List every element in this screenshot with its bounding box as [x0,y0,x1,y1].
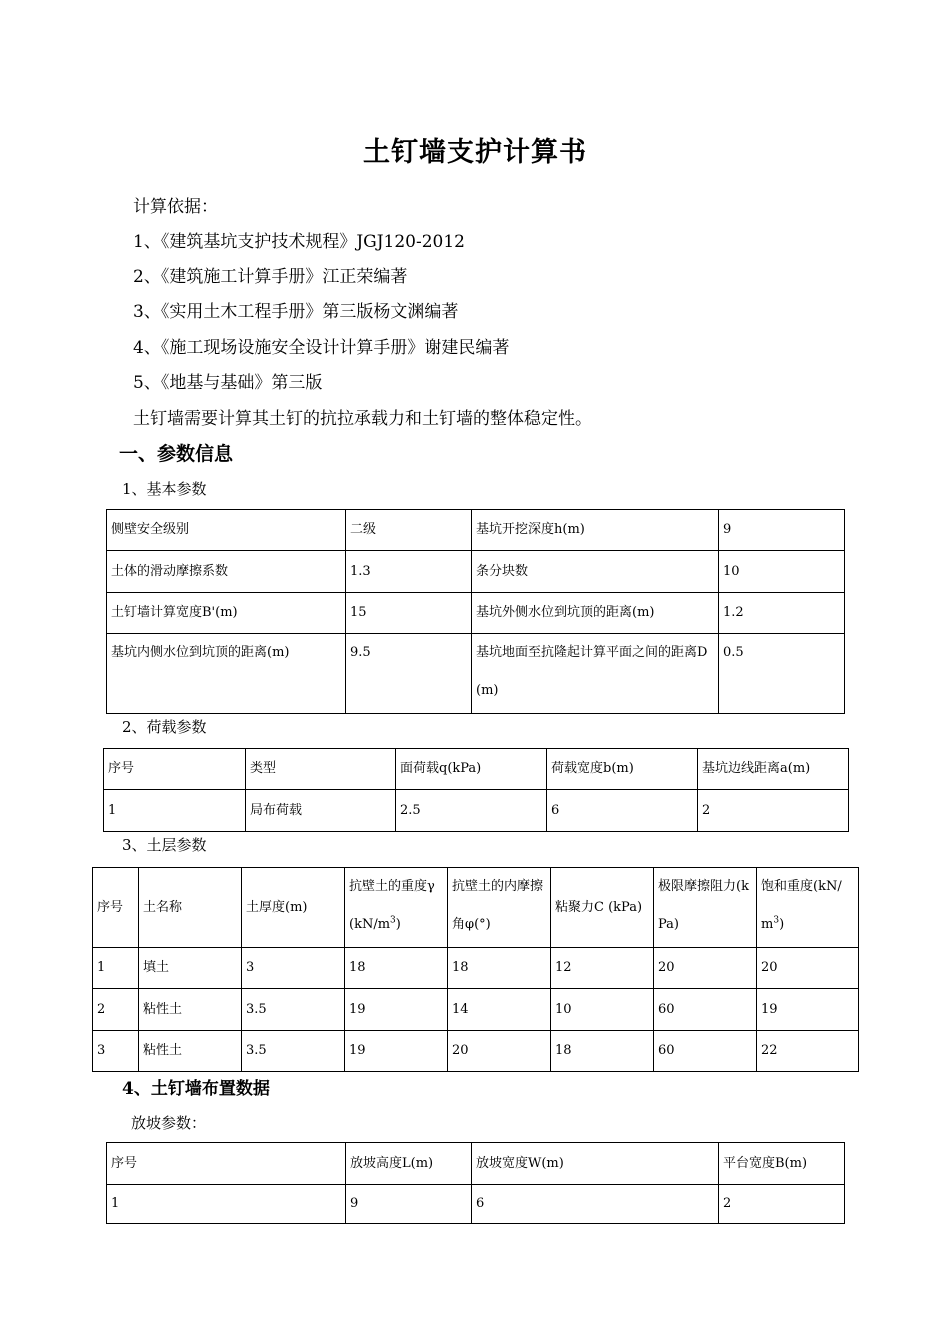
table-header-cell: 抗壁土的内摩擦角φ(°) [448,868,551,948]
table-cell: 2 [93,989,139,1031]
page-title: 土钉墙支护计算书 [363,137,587,168]
table-cell: 22 [757,1031,859,1072]
slope-params-table [106,1142,845,1224]
table-cell: 基坑地面至抗隆起计算平面之间的距离D(m) [472,634,719,714]
table-row [107,593,845,634]
table-cell: 6 [547,790,698,832]
table-header-cell: 序号 [93,868,139,948]
table-header-cell: 平台宽度B(m) [719,1143,845,1185]
table-cell: 二级 [346,510,472,551]
table-cell: 18 [448,948,551,989]
table-cell: 9 [346,1185,472,1224]
table-cell: 2 [698,790,849,832]
table-cell: 2.5 [396,790,547,832]
table-header-cell: 面荷载q(kPa) [396,749,547,790]
table-cell: 20 [654,948,757,989]
table-header-cell: 粘聚力C (kPa) [551,868,654,948]
table-cell: 3.5 [242,989,345,1031]
basic-params-table [106,509,845,714]
table-cell: 土体的滑动摩擦系数 [107,551,346,593]
table-header-row [104,749,849,790]
table-cell: 18 [551,1031,654,1072]
table-cell: 粘性土 [139,989,242,1031]
soil-params-table [92,867,859,1072]
table-header-cell [345,868,448,948]
table-row [107,634,845,714]
table-header-cell: 荷载宽度b(m) [547,749,698,790]
table-row [93,1031,859,1072]
table-cell: 粘性土 [139,1031,242,1072]
basic-params-title: 1、基本参数 [122,480,207,498]
reference-4: 4、《施工现场设施安全设计计算手册》谢建民编著 [133,338,510,358]
table-row [93,989,859,1031]
table-cell: 1 [93,948,139,989]
reference-3: 3、《实用土木工程手册》第三版杨文渊编著 [133,302,459,322]
table-cell: 10 [719,551,845,593]
table-cell: 1.3 [346,551,472,593]
reference-2: 2、《建筑施工计算手册》江正荣编著 [133,267,408,287]
table-cell: 0.5 [719,634,845,714]
table-header-cell: 极限摩擦阻力(kPa) [654,868,757,948]
table-cell: 3 [242,948,345,989]
load-params-title: 2、荷载参数 [122,718,207,736]
table-cell: 基坑内侧水位到坑顶的距离(m) [107,634,346,714]
reference-5: 5、《地基与基础》第三版 [133,373,323,393]
table-cell: 10 [551,989,654,1031]
table-cell: 1.2 [719,593,845,634]
table-cell: 土钉墙计算宽度B'(m) [107,593,346,634]
table-cell: 6 [472,1185,719,1224]
table-header-cell: 类型 [246,749,396,790]
section-heading-params: 一、参数信息 [119,443,234,465]
header-text: 饱和重度(kN/m [761,879,842,932]
table-cell: 1 [104,790,246,832]
reference-1: 1、《建筑基坑支护技术规程》JGJ120-2012 [133,232,465,252]
table-cell: 60 [654,1031,757,1072]
table-header-cell: 土厚度(m) [242,868,345,948]
table-header-cell: 序号 [104,749,246,790]
table-cell: 填土 [139,948,242,989]
table-cell: 19 [345,1031,448,1072]
header-text-tail: ) [779,917,785,932]
table-row [107,551,845,593]
table-cell: 3.5 [242,1031,345,1072]
table-header-cell: 序号 [107,1143,346,1185]
table-header-row [93,868,859,948]
soil-params-title: 3、土层参数 [122,836,207,854]
table-cell: 1 [107,1185,346,1224]
header-text-tail: ) [395,917,401,932]
table-cell: 20 [757,948,859,989]
superscript: 3 [773,915,780,926]
table-header-cell: 土名称 [139,868,242,948]
table-cell: 基坑外侧水位到坑顶的距离(m) [472,593,719,634]
load-params-table [103,748,849,832]
table-header-row [107,1143,845,1185]
table-row [93,948,859,989]
table-row [107,1185,845,1224]
slope-params-title: 放坡参数： [131,1114,207,1132]
table-cell: 侧壁安全级别 [107,510,346,551]
layout-data-title: 4、土钉墙布置数据 [122,1079,270,1099]
table-header-cell: 放坡高度L(m) [346,1143,472,1185]
table-cell: 9.5 [346,634,472,714]
table-row [107,510,845,551]
table-cell: 19 [345,989,448,1031]
table-cell: 基坑开挖深度h(m) [472,510,719,551]
table-cell: 12 [551,948,654,989]
table-cell: 15 [346,593,472,634]
table-header-cell: 基坑边线距离a(m) [698,749,849,790]
table-cell: 9 [719,510,845,551]
table-cell: 2 [719,1185,845,1224]
table-row [104,790,849,832]
header-text: 抗壁土的重度γ(kN/m [349,879,435,932]
intro-text: 土钉墙需要计算其土钉的抗拉承载力和土钉墙的整体稳定性。 [133,409,592,429]
table-cell: 18 [345,948,448,989]
table-header-cell [757,868,859,948]
table-cell: 条分块数 [472,551,719,593]
table-header-cell: 放坡宽度W(m) [472,1143,719,1185]
basis-heading: 计算依据： [133,197,218,217]
table-cell: 14 [448,989,551,1031]
table-cell: 3 [93,1031,139,1072]
table-cell: 19 [757,989,859,1031]
table-cell: 局布荷载 [246,790,396,832]
table-cell: 20 [448,1031,551,1072]
superscript: 3 [390,915,396,926]
table-cell: 60 [654,989,757,1031]
